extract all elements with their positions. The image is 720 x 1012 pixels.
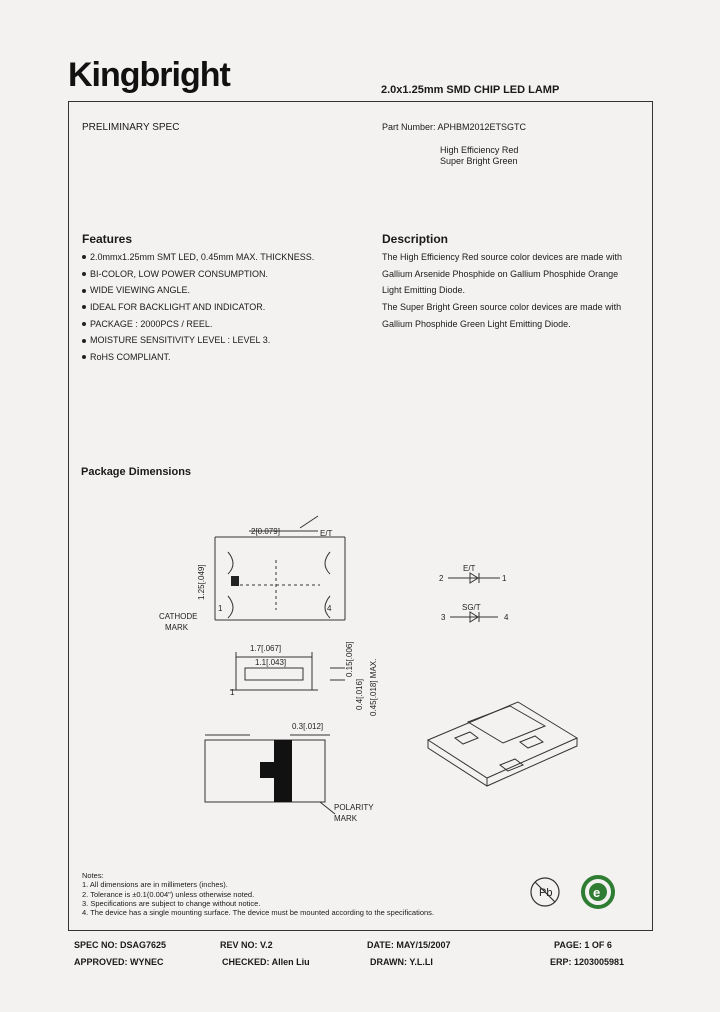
color-red: High Efficiency Red	[440, 145, 519, 155]
compliance-badges	[525, 872, 620, 912]
svg-text:Pb: Pb	[539, 887, 553, 899]
dim-pad: 0.3[.012]	[292, 722, 324, 731]
note-line: 3. Specifications are subject to change without notice.	[82, 898, 261, 908]
schem-n2: 2	[439, 574, 444, 583]
dim-length-inner: 1.1[.043]	[255, 658, 287, 667]
schem-n3: 3	[441, 613, 446, 622]
notes-block	[82, 871, 434, 917]
list-item: IDEAL FOR BACKLIGHT AND INDICATOR.	[80, 299, 314, 316]
features-heading: Features	[82, 232, 133, 246]
label-et-top: E/T	[320, 529, 333, 538]
polarity-mark-label: MARK	[334, 814, 358, 823]
pin-right: 4	[327, 604, 332, 613]
list-item: BI-COLOR, LOW POWER CONSUMPTION.	[80, 266, 314, 283]
dim-width: 2[0.079]	[251, 527, 280, 536]
note-line: 4. The device has a single mounting surface. The device must be mounted according to the specifications.	[82, 908, 435, 918]
footer-erp: ERP: 1203005981	[550, 957, 625, 967]
pb-free-icon	[531, 878, 559, 906]
note-line: 1. All dimensions are in millimeters (inches).	[82, 880, 228, 890]
svg-text:e: e	[593, 885, 601, 900]
description-line: Gallium Phosphide Green Light Emitting Diode.	[382, 318, 571, 329]
dim-thick1: 0.15[.006]	[345, 641, 354, 677]
footer-spec-no: SPEC NO: DSAG7625	[74, 940, 167, 950]
notes-title: Notes:	[82, 871, 104, 880]
footer-rev-no: REV NO: V.2	[220, 940, 273, 950]
description-line: Gallium Arsenide Phosphide on Gallium Phosphide Orange	[382, 268, 619, 279]
cathode-mark-label: MARK	[165, 623, 189, 632]
side-view	[230, 652, 345, 690]
list-item: PACKAGE : 2000PCS / REEL.	[80, 316, 314, 333]
footer-drawn: DRAWN: Y.L.LI	[370, 957, 433, 967]
schem-n1: 1	[502, 574, 507, 583]
description-line: The Super Bright Green source color devices are made with	[382, 302, 622, 313]
polarity-tab	[260, 762, 276, 778]
isometric-view	[428, 702, 577, 786]
dim-height: 1.25[.049]	[197, 564, 206, 600]
part-number: Part Number: APHBM2012ETSGTC	[382, 122, 527, 132]
description-line: Light Emitting Diode.	[382, 285, 466, 296]
description-heading: Description	[382, 232, 449, 246]
package-heading: Package Dimensions	[81, 466, 192, 478]
footer-date: DATE: MAY/15/2007	[367, 940, 451, 950]
pin-bottom: 1	[230, 688, 235, 697]
polarity-label: POLARITY	[334, 803, 374, 812]
dim-thick3: 0.45[.018] MAX.	[369, 658, 378, 716]
note-line: 2. Tolerance is ±0.1(0.004") unless otherwise noted.	[82, 889, 255, 899]
schem-n4: 4	[504, 613, 509, 622]
schem-green-label: SG/T	[462, 603, 481, 612]
color-green: Super Bright Green	[440, 156, 518, 166]
dim-length-outer: 1.7[.067]	[250, 644, 282, 653]
spec-status: PRELIMINARY SPEC	[82, 122, 180, 133]
document-title: 2.0x1.25mm SMD CHIP LED LAMP	[381, 84, 560, 96]
list-item: MOISTURE SENSITIVITY LEVEL : LEVEL 3.	[80, 332, 314, 349]
pin-left: 1	[218, 604, 223, 613]
rohs-icon	[583, 877, 613, 907]
schem-red-label: E/T	[463, 564, 476, 573]
footer-approved: APPROVED: WYNEC	[74, 957, 164, 967]
schematic	[448, 573, 500, 622]
footer-checked: CHECKED: Allen Liu	[222, 957, 310, 967]
cathode-label: CATHODE	[159, 612, 198, 621]
list-item: RoHS COMPLIANT.	[80, 349, 314, 366]
list-item: 2.0mmx1.25mm SMT LED, 0.45mm MAX. THICKNESS.	[80, 249, 314, 266]
list-item: WIDE VIEWING ANGLE.	[80, 282, 314, 299]
brand-logo: Kingbright	[68, 56, 230, 94]
polarity-pad	[274, 740, 292, 802]
cathode-marker	[231, 576, 239, 586]
description-line: The High Efficiency Red source color devices are made with	[382, 252, 622, 262]
footer-page: PAGE: 1 OF 6	[554, 940, 612, 950]
dim-thick2: 0.4[.016]	[355, 678, 364, 710]
